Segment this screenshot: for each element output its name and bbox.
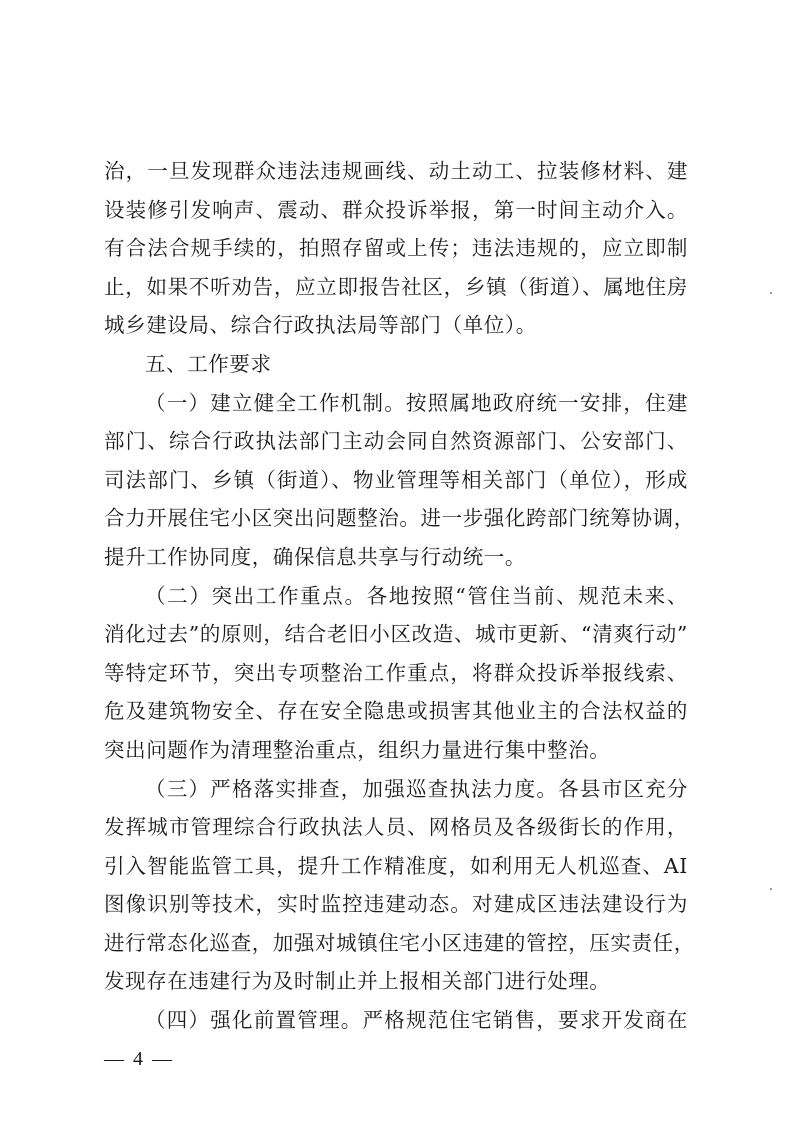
- paragraph-line: （三）严格落实排查，加强巡查执法力度。各县市区充分: [145, 776, 688, 801]
- paragraph-line: 设装修引发响声、震动、群众投诉举报，第一时间主动介入。: [104, 197, 688, 222]
- scan-speck: [770, 292, 772, 294]
- paragraph-line: 发挥城市管理综合行政执法人员、网格员及各级街长的作用，: [104, 815, 688, 840]
- paragraph-line: （一）建立健全工作机制。按照属地政府统一安排，住建: [145, 390, 688, 415]
- paragraph-line: 等特定环节，突出专项整治工作重点，将群众投诉举报线索、: [104, 660, 688, 685]
- paragraph-line: 发现存在违建行为及时制止并上报相关部门进行处理。: [104, 969, 611, 994]
- section-heading: 五、工作要求: [145, 351, 272, 376]
- paragraph-line: 消化过去”的原则，结合老旧小区改造、城市更新、“清爽行动”: [104, 622, 688, 647]
- paragraph-line: 城乡建设局、综合行政执法局等部门（单位）。: [104, 313, 537, 338]
- paragraph-line: 司法部门、乡镇（街道）、物业管理等相关部门（单位），形成: [104, 467, 688, 492]
- paragraph-line: 部门、综合行政执法部门主动会同自然资源部门、公安部门、: [104, 429, 688, 454]
- paragraph-line: 图像识别等技术，实时监控违建动态。对建成区违法建设行为: [104, 892, 688, 917]
- paragraph-line: 引入智能监管工具，提升工作精准度，如利用无人机巡查、AI: [104, 853, 688, 878]
- paragraph-line: 有合法合规手续的，拍照存留或上传；违法违规的，应立即制: [104, 236, 688, 261]
- scan-speck: [770, 888, 772, 890]
- paragraph-line: 止，如果不听劝告，应立即报告社区，乡镇（街道）、属地住房: [104, 274, 688, 299]
- paragraph-line: 合力开展住宅小区突出问题整治。进一步强化跨部门统筹协调，: [104, 506, 695, 531]
- paragraph-line: 提升工作协同度，确保信息共享与行动统一。: [104, 544, 526, 569]
- paragraph-line: （二）突出工作重点。各地按照“管住当前、规范未来、: [145, 583, 688, 608]
- paragraph-line: 进行常态化巡查，加强对城镇住宅小区违建的管控，压实责任，: [104, 930, 695, 955]
- page-number: — 4 —: [104, 1048, 174, 1070]
- body-text: [104, 152, 695, 1040]
- paragraph-line: 危及建筑物安全、存在安全隐患或损害其他业主的合法权益的: [104, 699, 688, 724]
- paragraph-line: 突出问题作为清理整治重点，组织力量进行集中整治。: [104, 737, 611, 762]
- paragraph-line: 治，一旦发现群众违法违规画线、动土动工、拉装修材料、建: [104, 159, 688, 183]
- paragraph-line: （四）强化前置管理。严格规范住宅销售，要求开发商在: [145, 1008, 688, 1033]
